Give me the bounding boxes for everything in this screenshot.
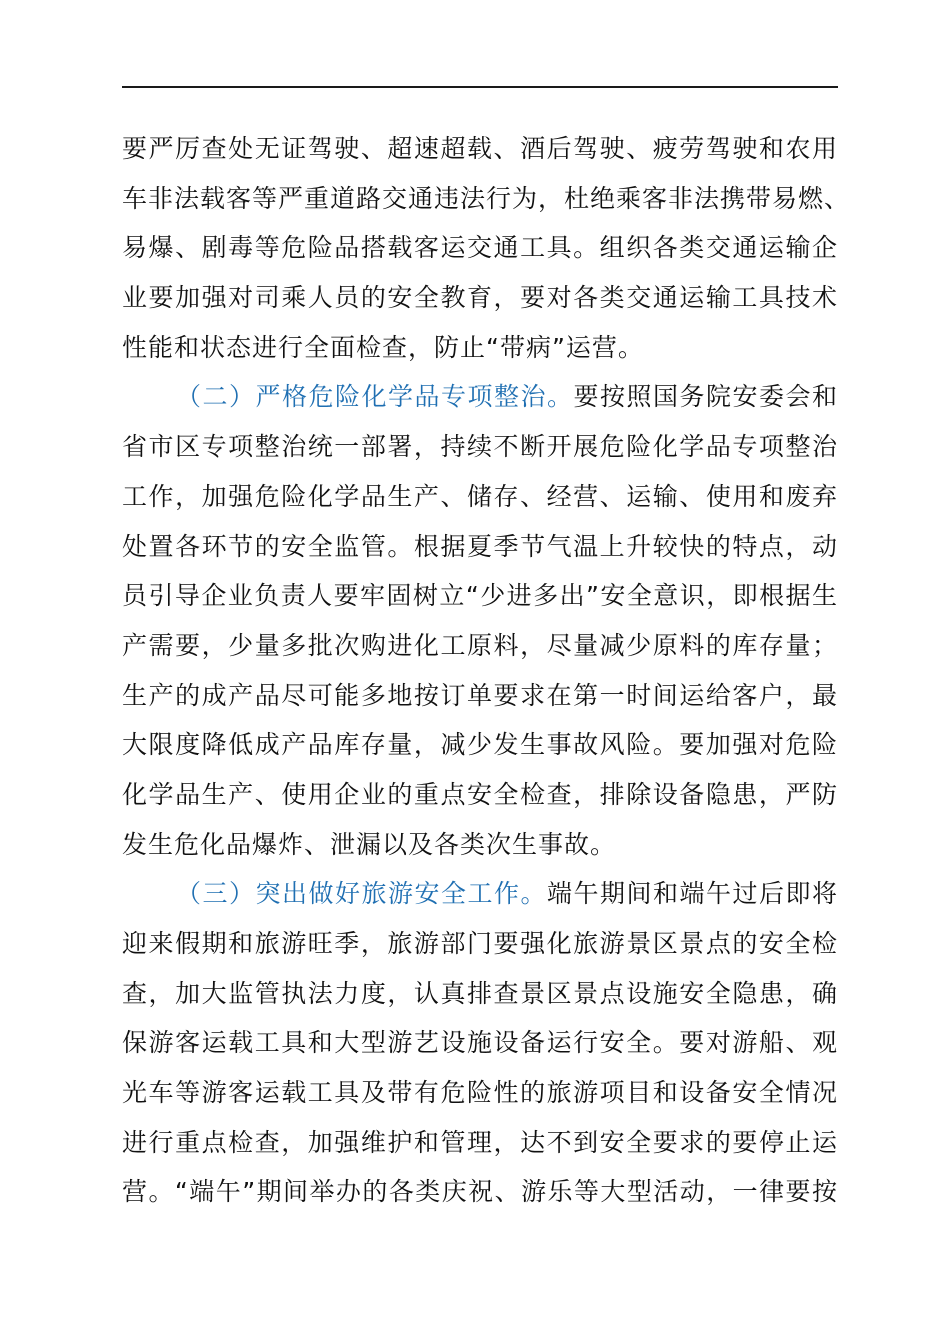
body-line: 化学品生产、使用企业的重点安全检查，排除设备隐患，严防 [122,779,838,809]
section-3-first-line [122,869,838,919]
body-line: 车非法载客等严重道路交通违法行为，杜绝乘客非法携带易燃、 [122,183,851,213]
header-rule [122,86,838,88]
section-3-heading: （三）突出做好旅游安全工作。 [176,879,547,909]
section-2-intro: 要按照国务院安委会和 [573,382,838,412]
section-3-intro: 端午期间和端午过后即将 [546,879,838,909]
body-line: 产需要，少量多批次购进化工原料，尽量减少原料的库存量； [122,630,838,660]
body-line: 迎来假期和旅游旺季，旅游部门要强化旅游景区景点的安全检 [122,929,838,958]
body-line: 工作，加强危险化学品生产、储存、经营、运输、使用和废弃 [122,481,838,511]
body-line: 发生危化品爆炸、泄漏以及各类次生事故。 [122,829,617,859]
body-line: 查，加大监管执法力度，认真排查景区景点设施安全隐患，确 [122,978,838,1008]
body-line: 处置各环节的安全监管。根据夏季节气温上升较快的特点，动 [122,531,838,561]
body-line: 员引导企业负责人要牢固树立“少进多出”安全意识，即根据生 [122,581,838,611]
body-line: 光车等游客运载工具及带有危险性的旅游项目和设备安全情况 [122,1078,838,1108]
body-line: 生产的成产品尽可能多地按订单要求在第一时间运给客户，最 [122,680,838,710]
body-line: 进行重点检查，加强维护和管理，达不到安全要求的要停止运 [122,1127,838,1157]
body-line: 业要加强对司乘人员的安全教育，要对各类交通运输工具技术 [122,283,838,313]
body-line: 省市区专项整治统一部署，持续不断开展危险化学品专项整治 [122,432,838,462]
body-line: 性能和状态进行全面检查，防止“带病”运营。 [122,332,644,362]
section-2-heading: （二）严格危险化学品专项整治。 [176,382,574,412]
document-body [122,124,851,1217]
body-line: 营。“端午”期间举办的各类庆祝、游乐等大型活动，一律要按 [122,1177,838,1207]
body-line: 要严厉查处无证驾驶、超速超载、酒后驾驶、疲劳驾驶和农用 [122,134,838,163]
body-line: 大限度降低成产品库存量，减少发生事故风险。要加强对危险 [122,730,838,760]
body-line: 保游客运载工具和大型游艺设施设备运行安全。要对游船、观 [122,1028,838,1058]
body-line: 易爆、剧毒等危险品搭载客运交通工具。组织各类交通运输企 [122,233,838,263]
section-2-first-line [122,372,838,422]
